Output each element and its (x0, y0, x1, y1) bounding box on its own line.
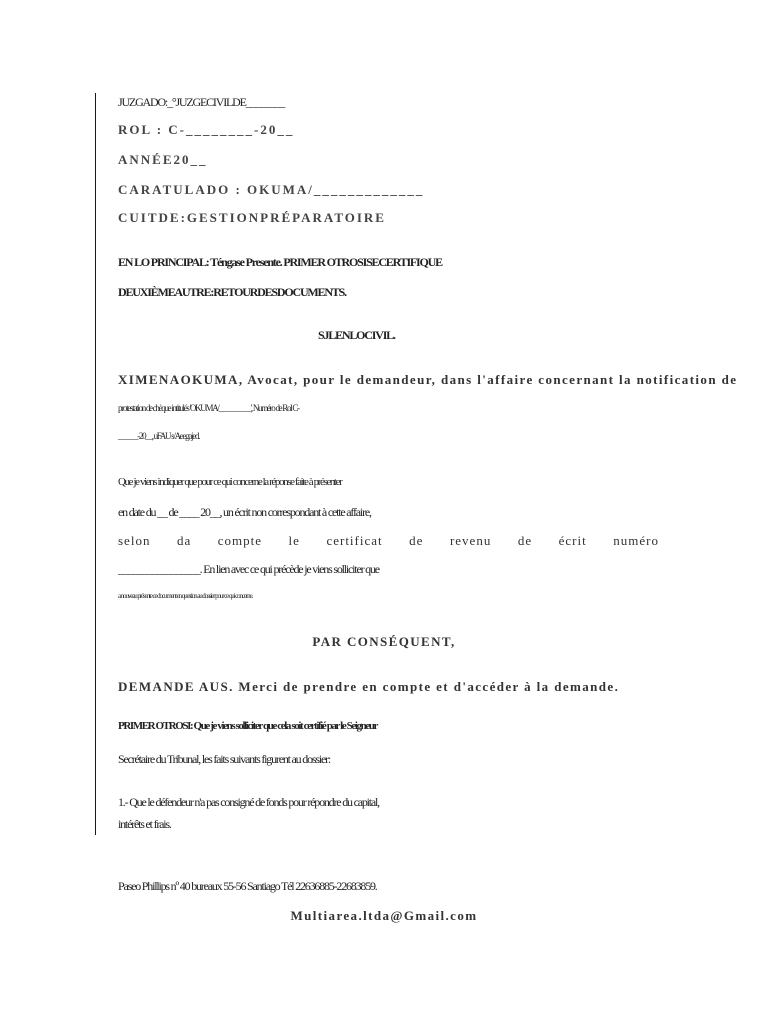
body-word: numéro (613, 533, 659, 548)
body-line-6 (118, 533, 659, 549)
body-word: selon (118, 533, 151, 548)
body-word: certificat (326, 533, 383, 548)
body-word: revenu (449, 533, 492, 548)
addressee: SJLENLOCIVIL. (318, 328, 395, 342)
otrosi-item-1-line-2: intérêts et frais. (118, 817, 171, 831)
otrosi-line-2: Secrétaire du Tribunal, les faits suivants figurent au dossier: (118, 752, 331, 766)
body-line-2: protestation de chèque intitulés 'OKUMA/__________', Numéro de Rol C- (118, 403, 299, 413)
otrosi-item-1-line-1: 1.- Que le défendeur n'a pas consigné de fonds pour répondre du capital, (118, 795, 379, 809)
par-consequent-title: PAR CONSÉQUENT, (312, 634, 456, 649)
sumilla-line-2: DEUXIÈMEAUTRE:RETOURDESDOCUMENTS. (118, 285, 346, 299)
body-line-5: en date du __ de ____ 20__, un écrit non correspondant à cette affaire, (118, 505, 371, 519)
body-word: de (409, 533, 424, 548)
cuit-line: CUITDE:GESTIONPRÉPARATOIRE (118, 210, 386, 225)
body-line-3: ______-20__, uFAU s/Aeegajed. (118, 431, 200, 441)
sumilla-line-1: EN LO PRINCIPAL: Téngase Presente. PRIMER OTROSISECERTIFIQUE (118, 255, 442, 269)
body-word: le (288, 533, 300, 548)
body-line-4: Que je viens indiquer que pour ce qui concerne la réponse faite à présenter (118, 476, 342, 488)
juzgado-line: JUZGADO:_°JUZGECIVILDE________ (118, 95, 285, 109)
margin-rule (95, 93, 96, 835)
body-word: da (176, 533, 192, 548)
annee-line: ANNÉE20__ (118, 152, 208, 167)
rol-line: ROL : C-________-20__ (118, 122, 295, 137)
body-word: écrit (558, 533, 587, 548)
demande-line: DEMANDE AUS. Merci de prendre en compte et d'accéder à la demande. (118, 679, 620, 694)
body-word: de (517, 533, 533, 548)
body-line-7: _________________. En lien avec ce qui précède je viens solliciter que (118, 562, 379, 576)
body-word: compte (217, 533, 263, 548)
body-line-8: a nouveau présente ce document en question au dossier pour ce qui concerne. (118, 592, 253, 600)
otrosi-line-1: PRIMER OTROSI: Que je viens solliciter que cela soit certifié par le Seigneur (118, 720, 378, 732)
caratulado-line: CARATULADO : OKUMA/_____________ (118, 182, 425, 197)
footer-address: Paseo Phillips nº 40 bureaux 55-56 Santiago Tél 22636885-22683859. (118, 879, 377, 893)
footer-email: Multiarea.ltda@Gmail.com (290, 908, 478, 923)
body-intro: XIMENAOKUMA, Avocat, pour le demandeur, dans l'affaire concernant la notification de (118, 372, 738, 387)
